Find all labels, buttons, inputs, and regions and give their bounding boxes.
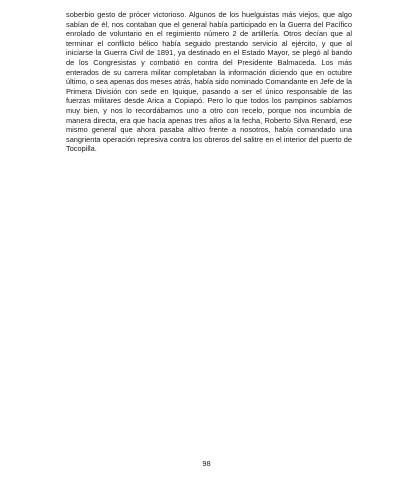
body-paragraph: soberbio gesto de prócer victorioso. Algunos de los huelguistas más viejos, que algo sabían de él, nos contaban que el general había participado en la Guerra del Pacífico enrolado de voluntario en el regimiento número 2 de artillería. Otros decían que al terminar el conflicto bélico había seguido prestando servicio al ejército, y que al iniciarse la Guerra Civil de 1891, ya destinado en el Estado Mayor, se plegó al bando de los Congresistas y combatió en contra del Presidente Balmaceda. Los más enterados de su carrera militar completaban la información diciendo que en octubre último, o sea apenas dos meses atrás, había sido nominado Comandante en Jefe de la Primera División con sede en Iquique, pasando a ser el único responsable de las fuerzas militares desde Arica a Copiapó. Pero lo que todos los pampinos sabíamos muy bien, y nos lo recordábamos uno a otro con recelo, porque nos incumbía de manera directa, era que hacía apenas tres años a la fecha, Roberto Silva Renard, ese mismo general que ahora pasaba altivo frente a nosotros, había comandado una sangrienta operación represiva contra los obreros del salitre en el interior del puerto de Tocopilla. <box>66 10 352 154</box>
page-number: 98 <box>202 459 211 468</box>
